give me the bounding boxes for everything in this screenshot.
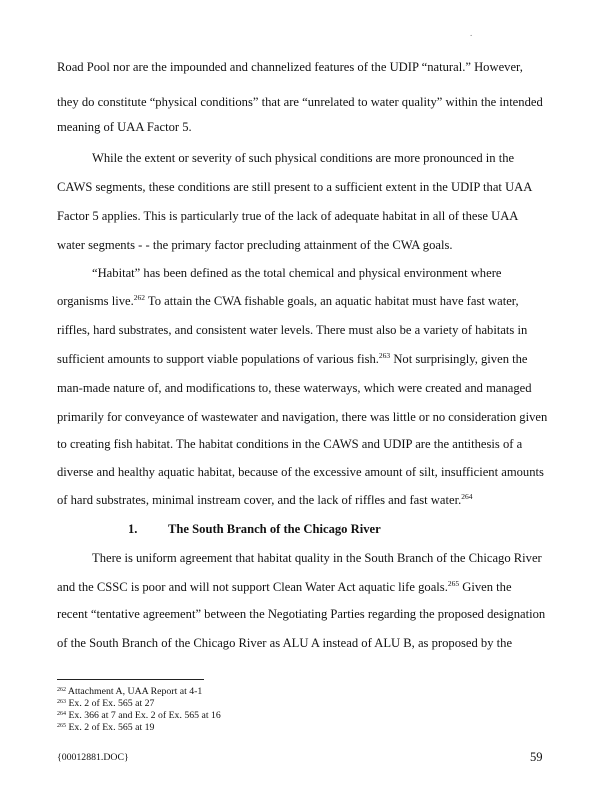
- footnote: [57, 686, 202, 697]
- body-line: There is uniform agreement that habitat quality in the South Branch of the Chicago River: [92, 551, 542, 565]
- footnote: [57, 710, 221, 721]
- body-line: man-made nature of, and modifications to, these waterways, which were created and managed: [57, 381, 532, 395]
- body-line: [57, 580, 512, 595]
- body-line: meaning of UAA Factor 5.: [57, 120, 192, 134]
- footnote-text: Ex. 2 of Ex. 565 at 19: [66, 722, 155, 733]
- body-line: Factor 5 applies. This is particularly true of the lack of adequate habitat in all of these UAA: [57, 209, 519, 223]
- body-line: diverse and healthy aquatic habitat, because of the excessive amount of silt, insufficient amounts: [57, 465, 544, 479]
- footnote-separator: [57, 679, 204, 680]
- footnote-number: 264: [57, 711, 66, 717]
- body-line: CAWS segments, these conditions are still present to a sufficient extent in the UDIP that UAA: [57, 180, 533, 194]
- document-id: {00012881.DOC}: [57, 752, 129, 763]
- body-line: [57, 493, 472, 508]
- footnote: [57, 698, 154, 709]
- footnote: [57, 722, 154, 733]
- body-line: “Habitat” has been defined as the total chemical and physical environment where: [92, 266, 502, 280]
- body-line: [57, 294, 519, 309]
- body-line: While the extent or severity of such physical conditions are more pronounced in the: [92, 151, 515, 165]
- body-line: they do constitute “physical conditions” that are “unrelated to water quality” within the intended: [57, 95, 543, 109]
- body-line: Road Pool nor are the impounded and channelized features of the UDIP “natural.” However,: [57, 60, 523, 74]
- text-run: Given the: [459, 580, 512, 594]
- footnote-number: 265: [57, 723, 66, 729]
- body-line: to creating fish habitat. The habitat conditions in the CAWS and UDIP are the antithesis of a: [57, 437, 523, 451]
- footnote-text: Attachment A, UAA Report at 4-1: [66, 686, 203, 697]
- corner-mark: .: [470, 28, 473, 38]
- footnote-text: Ex. 2 of Ex. 565 at 27: [66, 698, 155, 709]
- text-run: of hard substrates, minimal instream cover, and the lack of riffles and fast water.: [57, 493, 462, 507]
- body-line: riffles, hard substrates, and consistent water levels. There must also be a variety of habitats in: [57, 323, 528, 337]
- footnote-ref[interactable]: 265: [447, 579, 460, 588]
- footnote-text: Ex. 366 at 7 and Ex. 2 of Ex. 565 at 16: [66, 710, 221, 721]
- text-run: To attain the CWA fishable goals, an aquatic habitat must have fast water,: [144, 294, 519, 308]
- footnote-ref[interactable]: 264: [461, 492, 473, 501]
- body-line: water segments - - the primary factor precluding attainment of the CWA goals.: [57, 238, 453, 252]
- body-line: [57, 352, 528, 367]
- page-number: 59: [530, 750, 543, 764]
- text-run: Not surprisingly, given the: [390, 352, 528, 366]
- footnote-number: 262: [57, 687, 66, 693]
- footnote-ref[interactable]: 263: [378, 351, 391, 360]
- section-heading: The South Branch of the Chicago River: [168, 522, 381, 536]
- footnote-number: 263: [57, 699, 66, 705]
- body-line: primarily for conveyance of wastewater and navigation, there was little or no consideration given: [57, 410, 548, 424]
- text-run: and the CSSC is poor and will not support Clean Water Act aquatic life goals.: [57, 580, 448, 594]
- text-run: sufficient amounts to support viable populations of various fish.: [57, 352, 379, 366]
- body-line: recent “tentative agreement” between the Negotiating Parties regarding the proposed designation: [57, 607, 546, 621]
- text-run: organisms live.: [57, 294, 134, 308]
- body-line: of the South Branch of the Chicago River as ALU A instead of ALU B, as proposed by the: [57, 636, 513, 650]
- footnote-ref[interactable]: 262: [133, 293, 145, 302]
- section-number: 1.: [128, 522, 138, 536]
